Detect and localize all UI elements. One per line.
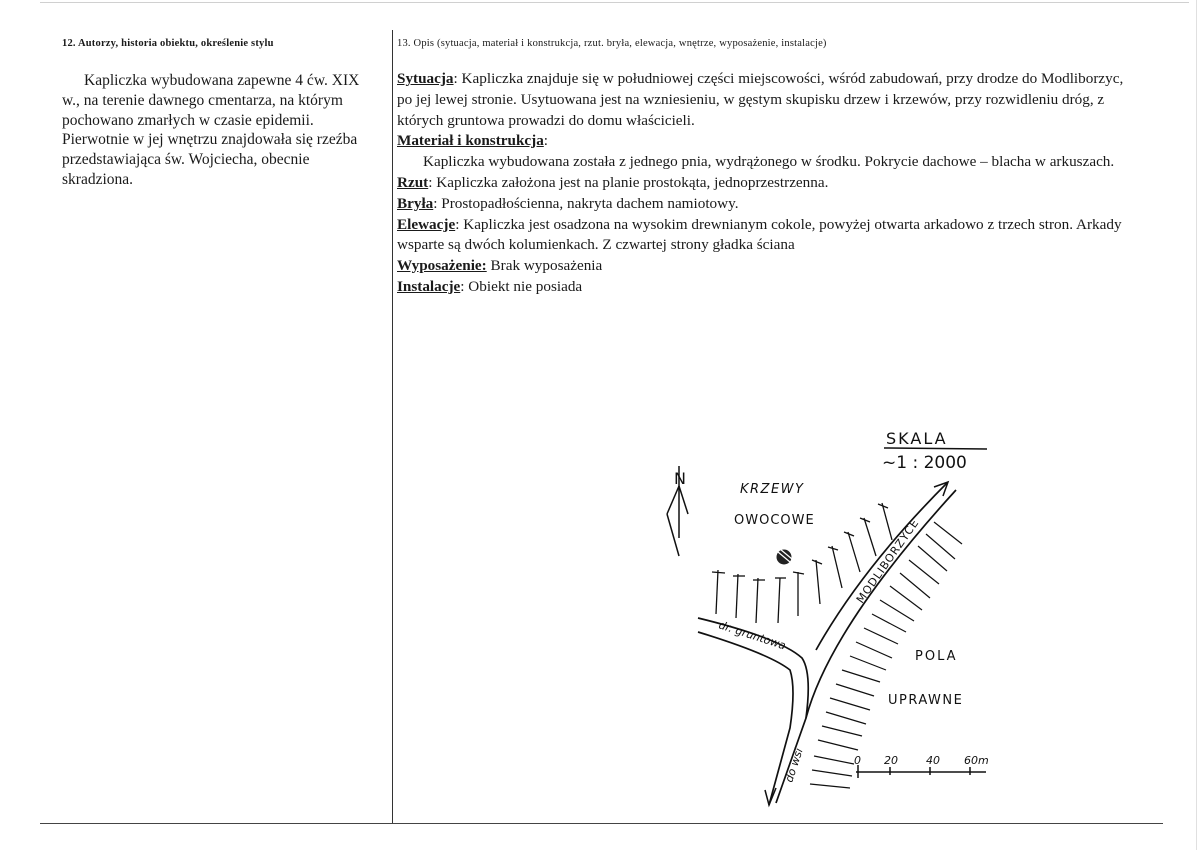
uprawne-label: UPRAWNE [888,693,964,708]
instalacje-text: : Obiekt nie posiada [460,277,583,295]
instalacje-label: Instalacje [397,277,461,295]
elewacje-text: : Kapliczka jest osadzona na wysokim drewnianym cokole, powyżej otwarta arkadowo z trzech stron. Arkady wsparte są dwóch kolumienkach. Z czwartej strony gładka ściana [397,215,1122,254]
wyposazenie-text: Brak wyposażenia [486,257,603,275]
sketch-svg [630,418,1030,818]
bryla-text: : Prostopadłościenna, nakryta dachem namiotowy. [433,194,739,212]
bryla-entry [397,194,1132,215]
wyposazenie-entry [397,256,1132,277]
owocowe-label: OWOCOWE [734,513,815,528]
roads [698,482,956,805]
description-heading: 13. Opis (sytuacja, materiał i konstrukcja, rzut. bryła, elewacja, wnętrze, wyposażenie, instalacje) [397,38,827,49]
rzut-entry [397,173,1132,194]
column-divider [392,30,393,823]
material-entry [397,131,1132,152]
north-label: N [674,469,686,488]
dirt-road-label: dr. gruntowa [717,618,788,653]
scale-ratio: ~1 : 2000 [882,453,967,473]
page-edge-top [40,2,1189,3]
page-edge-right [1196,0,1197,850]
history-column [62,38,372,190]
history-heading: 12. Autorzy, historia obiektu, określenie stylu [62,38,274,49]
elewacje-entry [397,215,1132,257]
bottom-rule [40,823,1163,824]
sytuacja-text: : Kapliczka znajduje się w południowej części miejscowości, wśród zabudowań, przy drodze do Modliborzyc, po jej lewej stronie. Usytuowana jest na wzniesieniu, w gęstym skupisku drzew i krzewów, przy rozwidleniu dróg, z których gruntowa prowadzi do domu właścicieli. [397,70,1124,129]
sytuacja-label: Sytuacja [397,70,454,87]
bryla-label: Bryła [397,194,434,212]
sytuacja-entry [397,69,1132,131]
chapel-symbol [777,549,793,565]
material-label: Materiał i konstrukcja [397,132,544,150]
village-road-label: do wsi [782,746,806,784]
scale-title-underline [884,448,987,449]
wyposazenie-label: Wyposażenie: [397,257,487,275]
site-sketch-map [630,418,1030,818]
scale-tick-0: 0 [854,754,861,767]
krzewy-label: KRZEWY [740,482,805,497]
scale-tick-40: 40 [926,754,940,767]
elewacje-label: Elewacje [397,215,456,233]
description-column [397,38,1132,298]
material-text: Kapliczka wybudowana została z jednego pnia, wydrążonego w środku. Pokrycie dachowe – blacha w arkuszach. [423,153,1115,171]
material-colon: : [543,132,549,150]
pola-label: POLA [915,649,958,664]
scale-tick-60: 60m [964,754,989,767]
scale-tick-20: 20 [884,754,898,767]
rzut-text: : Kapliczka założona jest na planie prostokąta, jednoprzestrzenna. [428,173,829,191]
instalacje-entry [397,277,1132,298]
scale-title: SKALA [886,429,948,448]
rzut-label: Rzut [397,173,429,191]
history-text: Kapliczka wybudowana zapewne 4 ćw. XIX w., na terenie dawnego cmentarza, na którym pochowano zmarłych w czasie epidemii. Pierwotnie w jej wnętrzu znajdowała się rzeźba przedstawiająca św. Wojciecha, obecnie skradziona. [62,72,360,188]
modliborzyce-road-label: MODLIBORZYCE [853,516,922,606]
